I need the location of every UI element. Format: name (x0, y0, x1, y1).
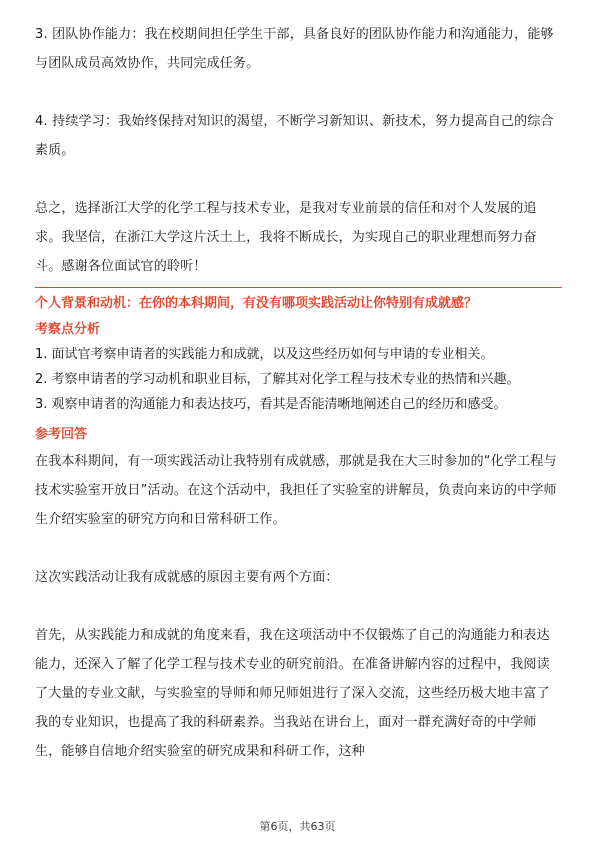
answer-paragraph-intro: 在我本科期间，有一项实践活动让我特别有成就感，那就是我在大三时参加的“化学工程与技术实验室开放日”活动。在这个活动中，我担任了实验室的讲解员，负责向来访的中学师生介绍实验室的研究方向和日常科研工作。 (35, 454, 557, 527)
paragraph-gap (35, 165, 562, 194)
page-content (35, 20, 562, 766)
section-divider (35, 287, 562, 288)
analysis-heading: 考察点分析 (35, 322, 101, 337)
intro-paragraph-teamwork: 3. 团队协作能力：我在校期间担任学生干部，具备良好的团队协作能力和沟通能力，能够与团队成员高效协作，共同完成任务。 (35, 27, 554, 71)
analysis-item: 3. 观察申请者的沟通能力和表达技巧，看其是否能清晰地阐述自己的经历和感受。 (35, 397, 507, 412)
answer-paragraph-reasons: 这次实践活动让我有成就感的原因主要有两个方面： (35, 570, 339, 585)
analysis-item: 2. 考察申请者的学习动机和职业目标，了解其对化学工程与技术专业的热情和兴趣。 (35, 372, 520, 387)
page-number: 第6页，共63页 (259, 820, 336, 833)
intro-paragraph-conclusion: 总之，选择浙江大学的化学工程与技术专业，是我对专业前景的信任和对个人发展的追求。我坚信，在浙江大学这片沃土上，我将不断成长，为实现自己的职业理想而努力奋斗。感谢各位面试官的聆听！ (35, 201, 537, 274)
intro-paragraph-learning: 4. 持续学习：我始终保持对知识的渴望，不断学习新知识、新技术，努力提高自己的综合素质。 (35, 114, 554, 158)
answer-heading: 参考回答 (35, 427, 88, 442)
paragraph-gap (35, 534, 562, 563)
paragraph-gap (35, 592, 562, 621)
answer-paragraph-first-reason: 首先，从实践能力和成就的角度来看，我在这项活动中不仅锻炼了自己的沟通能力和表达能力，还深入了解了化学工程与技术专业的研究前沿。在准备讲解内容的过程中，我阅读了大量的专业文献，与实验室的导师和师兄师姐进行了深入交流，这些经历极大地丰富了我的专业知识，也提高了我的科研素养。当我站在讲台上，面对一群充满好奇的中学师生，能够自信地介绍实验室的研究成果和科研工作，这种 (35, 628, 550, 759)
paragraph-gap (35, 78, 562, 107)
analysis-list (35, 342, 562, 417)
analysis-item: 1. 面试官考察申请者的实践能力和成就，以及这些经历如何与申请的专业相关。 (35, 347, 494, 362)
interview-question: 个人背景和动机：在你的本科期间，有没有哪项实践活动让你特别有成就感？ (35, 296, 478, 311)
